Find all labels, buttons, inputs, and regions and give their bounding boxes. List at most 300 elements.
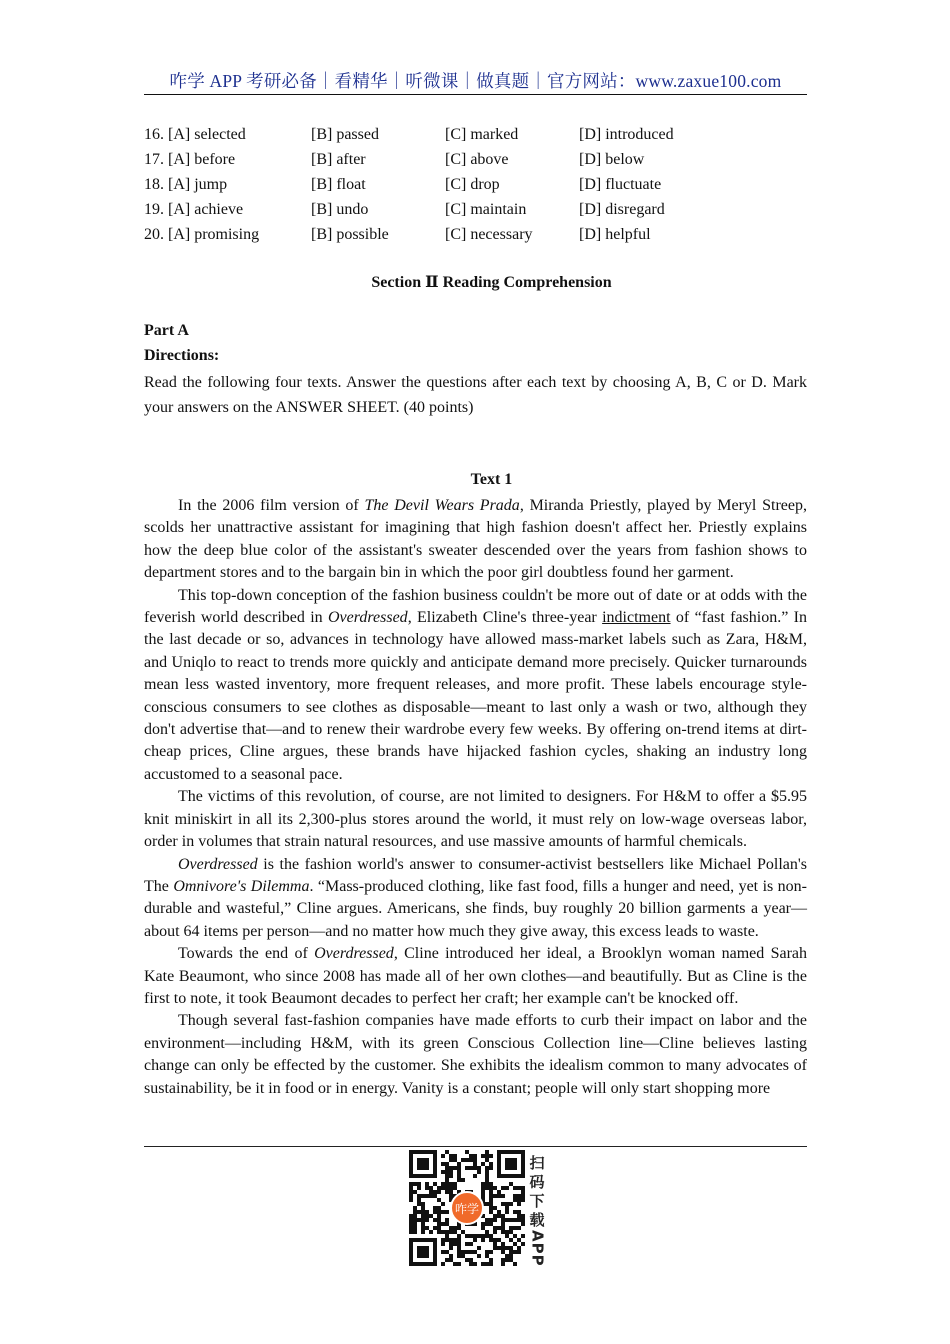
qr-module <box>457 1226 461 1230</box>
book-title: Overdressed <box>314 945 394 963</box>
option-a: 16. [A] selected <box>144 126 246 143</box>
qr-module <box>437 1230 441 1234</box>
qr-module <box>473 1250 477 1254</box>
qr-module <box>445 1186 449 1190</box>
qr-module <box>453 1154 457 1158</box>
qr-module <box>489 1186 493 1190</box>
qr-module <box>417 1202 421 1206</box>
qr-module <box>453 1262 457 1266</box>
qr-module <box>501 1222 505 1226</box>
option-a: 18. [A] jump <box>144 176 228 193</box>
qr-module <box>417 1194 421 1198</box>
qr-module <box>509 1230 513 1234</box>
qr-module <box>509 1258 513 1262</box>
qr-module <box>449 1186 453 1190</box>
film-title: The Devil Wears Prada <box>364 497 520 514</box>
qr-module <box>445 1162 449 1166</box>
qr-module <box>505 1210 509 1214</box>
qr-module <box>437 1226 441 1230</box>
directions-text: Read the following four texts. Answer the questions after each text by choosing A, B, C or D. Mark your answers on the ANSWER SHEET. (40 points) <box>144 374 807 416</box>
qr-module <box>409 1190 413 1194</box>
option-b: [B] float <box>311 176 366 193</box>
option-b: [B] undo <box>311 201 369 218</box>
qr-module <box>489 1238 493 1242</box>
qr-module <box>485 1178 489 1182</box>
qr-module <box>433 1194 437 1198</box>
qr-module <box>465 1250 469 1254</box>
text-title: Text 1 <box>470 471 513 488</box>
qr-module <box>425 1218 429 1222</box>
option-a: 19. [A] achieve <box>144 201 244 218</box>
qr-module <box>509 1250 513 1254</box>
qr-module <box>445 1210 449 1214</box>
option-d: [D] helpful <box>579 226 651 243</box>
qr-module <box>413 1222 417 1226</box>
qr-module <box>505 1234 509 1238</box>
qr-module <box>417 1182 421 1186</box>
qr-module <box>477 1246 481 1250</box>
qr-module <box>441 1262 445 1266</box>
qr-module <box>421 1226 425 1230</box>
qr-module <box>433 1182 437 1186</box>
qr-logo-badge <box>451 1192 483 1224</box>
qr-module <box>493 1214 497 1218</box>
paragraph-5: Towards the end of Overdressed, Cline introduced her ideal, a Brooklyn woman named Sarah Kate Beaumont, who since 2008 has made all of her own clothes—and beautifully. But as Cline is the first to note, it took Beaumont decades to perfect her craft; her example can't be knocked off. <box>144 945 808 1007</box>
qr-module <box>441 1182 445 1186</box>
qr-module <box>509 1182 513 1186</box>
qr-module <box>413 1182 417 1186</box>
qr-module <box>481 1262 485 1266</box>
qr-module <box>445 1230 449 1234</box>
qr-module <box>513 1262 517 1266</box>
qr-module <box>501 1202 505 1206</box>
qr-module <box>449 1254 453 1258</box>
qr-module <box>473 1234 477 1238</box>
qr-module <box>445 1238 449 1242</box>
qr-module <box>409 1182 413 1186</box>
qr-module <box>441 1230 445 1234</box>
qr-module <box>441 1238 445 1242</box>
qr-module <box>489 1210 493 1214</box>
underlined-word: indictment <box>602 609 671 627</box>
qr-module <box>461 1178 465 1182</box>
option-row <box>144 197 807 222</box>
qr-module <box>481 1162 485 1166</box>
qr-module <box>449 1226 453 1230</box>
qr-module <box>449 1182 453 1186</box>
qr-module <box>473 1158 477 1162</box>
qr-module <box>409 1226 413 1230</box>
qr-module <box>489 1202 493 1206</box>
qr-module <box>445 1250 449 1254</box>
qr-module <box>441 1186 445 1190</box>
qr-module <box>485 1202 489 1206</box>
qr-module <box>517 1218 521 1222</box>
qr-module <box>501 1262 505 1266</box>
qr-module <box>501 1226 505 1230</box>
qr-module <box>473 1162 477 1166</box>
qr-module <box>489 1234 493 1238</box>
qr-module <box>421 1194 425 1198</box>
qr-module <box>449 1258 453 1262</box>
qr-module <box>469 1166 473 1170</box>
qr-module <box>449 1170 453 1174</box>
qr-module <box>461 1158 465 1162</box>
qr-module <box>457 1238 461 1242</box>
qr-module <box>457 1262 461 1266</box>
qr-module <box>501 1230 505 1234</box>
option-row <box>144 222 807 247</box>
qr-module <box>485 1170 489 1174</box>
qr-module <box>493 1238 497 1242</box>
option-row <box>144 122 807 147</box>
qr-module <box>425 1186 429 1190</box>
qr-module <box>469 1258 473 1262</box>
qr-module <box>441 1210 445 1214</box>
qr-module <box>481 1154 485 1158</box>
qr-module <box>437 1186 441 1190</box>
qr-module <box>413 1210 417 1214</box>
qr-module <box>469 1250 473 1254</box>
qr-module <box>485 1158 489 1162</box>
qr-module <box>493 1246 497 1250</box>
qr-module <box>437 1214 441 1218</box>
qr-module <box>493 1206 497 1210</box>
qr-module <box>505 1186 509 1190</box>
qr-module <box>489 1162 493 1166</box>
header-rule <box>144 94 807 95</box>
option-d: [D] fluctuate <box>579 176 662 193</box>
qr-module <box>473 1166 477 1170</box>
qr-module <box>497 1238 501 1242</box>
qr-module <box>501 1218 505 1222</box>
qr-module <box>457 1166 461 1170</box>
option-d: [D] disregard <box>579 201 665 218</box>
section-title: Section Ⅱ Reading Comprehension <box>371 274 612 291</box>
qr-module <box>473 1154 477 1158</box>
qr-module <box>493 1242 497 1246</box>
qr-module <box>453 1186 457 1190</box>
qr-module <box>501 1258 505 1262</box>
qr-module <box>441 1154 445 1158</box>
qr-module <box>481 1238 485 1242</box>
qr-module <box>421 1222 425 1226</box>
qr-module <box>453 1158 457 1162</box>
qr-module <box>489 1198 493 1202</box>
qr-module <box>445 1190 449 1194</box>
qr-module <box>449 1174 453 1178</box>
qr-module <box>449 1230 453 1234</box>
qr-module <box>517 1198 521 1202</box>
qr-module <box>437 1218 441 1222</box>
qr-module <box>517 1210 521 1214</box>
qr-module <box>509 1202 513 1206</box>
qr-module <box>409 1198 413 1202</box>
qr-module <box>445 1222 449 1226</box>
qr-module <box>465 1150 469 1154</box>
qr-module <box>421 1202 425 1206</box>
qr-module <box>421 1210 425 1214</box>
qr-module <box>477 1254 481 1258</box>
qr-module <box>429 1194 433 1198</box>
qr-module <box>517 1202 521 1206</box>
option-d: [D] below <box>579 151 645 168</box>
qr-module <box>441 1222 445 1226</box>
qr-module <box>453 1238 457 1242</box>
qr-module <box>445 1182 449 1186</box>
qr-module <box>469 1154 473 1158</box>
qr-module <box>489 1154 493 1158</box>
paragraph-2: This top-down conception of the fashion business couldn't be more out of date or at odds with the feverish world described in Overdressed, Elizabeth Cline's three-year indictment of “fast fashion.” In the last decade or so, advances in technology have allowed mass-market labels such as Zara, H&M, and Uniqlo to react to trends more quickly and anticipate demand more precisely. Quicker turnarounds mean less wasted inventory, more frequent releases, and more profit. These labels encourage style-conscious consumers to see clothes as disposable—meant to last only a wash or two, although they don't advertise that—and to renew their wardrobe every few weeks. By offering on-trend items at dirt-cheap prices, Cline argues, these brands have hijacked fashion cycles, shaking an industry long accustomed to a seasonal pace. <box>144 586 807 783</box>
qr-module <box>429 1214 433 1218</box>
qr-module <box>513 1218 517 1222</box>
qr-module <box>453 1182 457 1186</box>
qr-module <box>449 1158 453 1162</box>
qr-module <box>485 1218 489 1222</box>
qr-module <box>493 1218 497 1222</box>
qr-module <box>489 1182 493 1186</box>
qr-module <box>485 1150 489 1154</box>
qr-module <box>505 1258 509 1262</box>
qr-module <box>509 1254 513 1258</box>
qr-module <box>429 1190 433 1194</box>
qr-finder-center <box>505 1158 517 1170</box>
qr-module <box>501 1246 505 1250</box>
qr-module <box>489 1250 493 1254</box>
qr-module <box>457 1162 461 1166</box>
option-b: [B] after <box>311 151 366 168</box>
page-header: 咋学 APP 考研必备｜看精华｜听微课｜做真题｜官方网站：www.zaxue100.com <box>169 71 782 91</box>
paragraph-6: Though several fast-fashion companies have made efforts to curb their impact on labor and the environment—including H&M, with its green Conscious Collection line—Cline believes lasting change can only be effected by the customer. She exhibits the idealism common to many advocates of sustainability, be it in food or in energy. Vanity is a constant; people will only start shopping more <box>144 1012 807 1097</box>
qr-module <box>441 1242 445 1246</box>
qr-module <box>493 1226 497 1230</box>
qr-module <box>513 1194 517 1198</box>
qr-module <box>457 1242 461 1246</box>
qr-module <box>449 1242 453 1246</box>
qr-code[interactable] <box>409 1150 525 1266</box>
qr-module <box>485 1186 489 1190</box>
qr-module <box>437 1210 441 1214</box>
qr-module <box>425 1226 429 1230</box>
qr-module <box>433 1226 437 1230</box>
qr-module <box>517 1186 521 1190</box>
qr-module <box>449 1190 453 1194</box>
qr-module <box>461 1230 465 1234</box>
qr-module <box>409 1194 413 1198</box>
qr-module <box>481 1222 485 1226</box>
qr-module <box>489 1218 493 1222</box>
qr-module <box>469 1262 473 1266</box>
qr-module <box>497 1246 501 1250</box>
qr-module <box>513 1210 517 1214</box>
qr-module <box>449 1166 453 1170</box>
qr-module <box>513 1186 517 1190</box>
qr-module <box>497 1190 501 1194</box>
directions-label: Directions: <box>144 347 220 364</box>
qr-module <box>457 1178 461 1182</box>
qr-module <box>425 1182 429 1186</box>
qr-module <box>437 1198 441 1202</box>
qr-module <box>493 1230 497 1234</box>
qr-module <box>497 1194 501 1198</box>
qr-module <box>489 1190 493 1194</box>
qr-module <box>417 1186 421 1190</box>
qr-module <box>421 1214 425 1218</box>
article-body <box>144 495 807 1100</box>
qr-module <box>485 1234 489 1238</box>
qr-module <box>481 1226 485 1230</box>
option-c: [C] maintain <box>445 201 527 218</box>
qr-module <box>453 1230 457 1234</box>
qr-module <box>449 1246 453 1250</box>
qr-module <box>513 1234 517 1238</box>
qr-module <box>437 1190 441 1194</box>
qr-code-graphic <box>409 1150 525 1266</box>
qr-module <box>413 1218 417 1222</box>
qr-module <box>513 1226 517 1230</box>
qr-module <box>433 1218 437 1222</box>
book-title: Overdressed <box>178 855 258 873</box>
qr-module <box>513 1250 517 1254</box>
qr-module <box>513 1198 517 1202</box>
qr-module <box>417 1210 421 1214</box>
qr-module <box>409 1222 413 1226</box>
option-b: [B] possible <box>311 226 389 243</box>
qr-module <box>445 1150 449 1154</box>
paragraph-4: Overdressed is the fashion world's answer to consumer-activist bestsellers like Michael Pollan's The Omnivore's Dilemma. “Mass-produced clothing, like fast food, fills a hunger and need, yet is non-durable and wasteful,” Cline argues. Americans, she finds, buy roughly 20 billion garments a year—about 64 items per person—and no matter how much they give away, this excess leads to waste. <box>144 855 808 940</box>
qr-module <box>425 1214 429 1218</box>
qr-module <box>421 1206 425 1210</box>
part-heading: Part A <box>144 322 189 339</box>
qr-module <box>501 1214 505 1218</box>
qr-module <box>445 1170 449 1174</box>
qr-module <box>433 1190 437 1194</box>
book-title: Omnivore's Dilemma <box>173 877 310 895</box>
qr-finder-center <box>417 1158 429 1170</box>
qr-module <box>509 1218 513 1222</box>
qr-module <box>505 1246 509 1250</box>
qr-module <box>441 1250 445 1254</box>
qr-module <box>409 1186 413 1190</box>
qr-module <box>449 1238 453 1242</box>
qr-module <box>489 1206 493 1210</box>
qr-module <box>489 1194 493 1198</box>
qr-module <box>433 1206 437 1210</box>
option-c: [C] necessary <box>445 226 533 243</box>
qr-module <box>485 1166 489 1170</box>
qr-module <box>433 1210 437 1214</box>
footer-rule <box>144 1146 807 1147</box>
qr-module <box>473 1238 477 1242</box>
qr-caption: 扫 码 下 载 APP <box>528 1154 547 1267</box>
option-b: [B] passed <box>311 126 379 143</box>
qr-module <box>445 1218 449 1222</box>
qr-module <box>445 1178 449 1182</box>
qr-module <box>481 1194 485 1198</box>
qr-module <box>457 1170 461 1174</box>
qr-module <box>445 1234 449 1238</box>
qr-module <box>497 1210 501 1214</box>
qr-module <box>449 1194 453 1198</box>
qr-module <box>485 1222 489 1226</box>
qr-module <box>477 1170 481 1174</box>
qr-module <box>441 1162 445 1166</box>
qr-module <box>505 1218 509 1222</box>
qr-module <box>485 1230 489 1234</box>
qr-module <box>509 1238 513 1242</box>
option-c: [C] marked <box>445 126 519 143</box>
qr-module <box>509 1226 513 1230</box>
qr-module <box>469 1242 473 1246</box>
qr-module <box>473 1262 477 1266</box>
qr-finder-center <box>417 1246 429 1258</box>
qr-module <box>441 1202 445 1206</box>
option-d: [D] introduced <box>579 126 674 143</box>
qr-module <box>409 1218 413 1222</box>
qr-module <box>489 1262 493 1266</box>
qr-module <box>437 1206 441 1210</box>
qr-module <box>457 1250 461 1254</box>
qr-module <box>409 1230 413 1234</box>
qr-module <box>489 1258 493 1262</box>
option-row <box>144 172 807 197</box>
qr-module <box>413 1226 417 1230</box>
answer-options <box>144 122 807 247</box>
qr-module <box>461 1254 465 1258</box>
qr-module <box>505 1254 509 1258</box>
qr-module <box>453 1242 457 1246</box>
qr-badge-text: 咋学 <box>454 1202 480 1216</box>
qr-module <box>465 1166 469 1170</box>
qr-module <box>485 1254 489 1258</box>
option-row <box>144 147 807 172</box>
qr-module <box>485 1250 489 1254</box>
qr-module <box>513 1242 517 1246</box>
qr-module <box>489 1222 493 1226</box>
qr-module <box>465 1258 469 1262</box>
qr-module <box>505 1230 509 1234</box>
qr-module <box>457 1234 461 1238</box>
qr-module <box>501 1250 505 1254</box>
option-a: 20. [A] promising <box>144 226 260 243</box>
qr-module <box>489 1166 493 1170</box>
qr-module <box>417 1198 421 1202</box>
qr-module <box>481 1182 485 1186</box>
qr-module <box>417 1218 421 1222</box>
qr-module <box>485 1154 489 1158</box>
qr-module <box>469 1234 473 1238</box>
qr-module <box>445 1174 449 1178</box>
qr-module <box>509 1246 513 1250</box>
qr-module <box>465 1234 469 1238</box>
qr-module <box>413 1206 417 1210</box>
qr-module <box>497 1214 501 1218</box>
qr-module <box>477 1166 481 1170</box>
qr-module <box>429 1186 433 1190</box>
qr-module <box>517 1246 521 1250</box>
qr-module <box>493 1186 497 1190</box>
qr-module <box>517 1250 521 1254</box>
qr-module <box>517 1194 521 1198</box>
paragraph-3: The victims of this revolution, of course, are not limited to designers. For H&M to offer a $5.95 knit miniskirt in all its 2,300-plus stores around the world, it must rely on low-wage overseas labor, order in volumes that strain natural resources, and use massive amounts of harmful chemicals. <box>144 788 807 851</box>
qr-module <box>457 1246 461 1250</box>
qr-module <box>477 1234 481 1238</box>
qr-module <box>501 1194 505 1198</box>
qr-module <box>469 1158 473 1162</box>
qr-module <box>517 1226 521 1230</box>
qr-module <box>517 1214 521 1218</box>
qr-module <box>441 1170 445 1174</box>
